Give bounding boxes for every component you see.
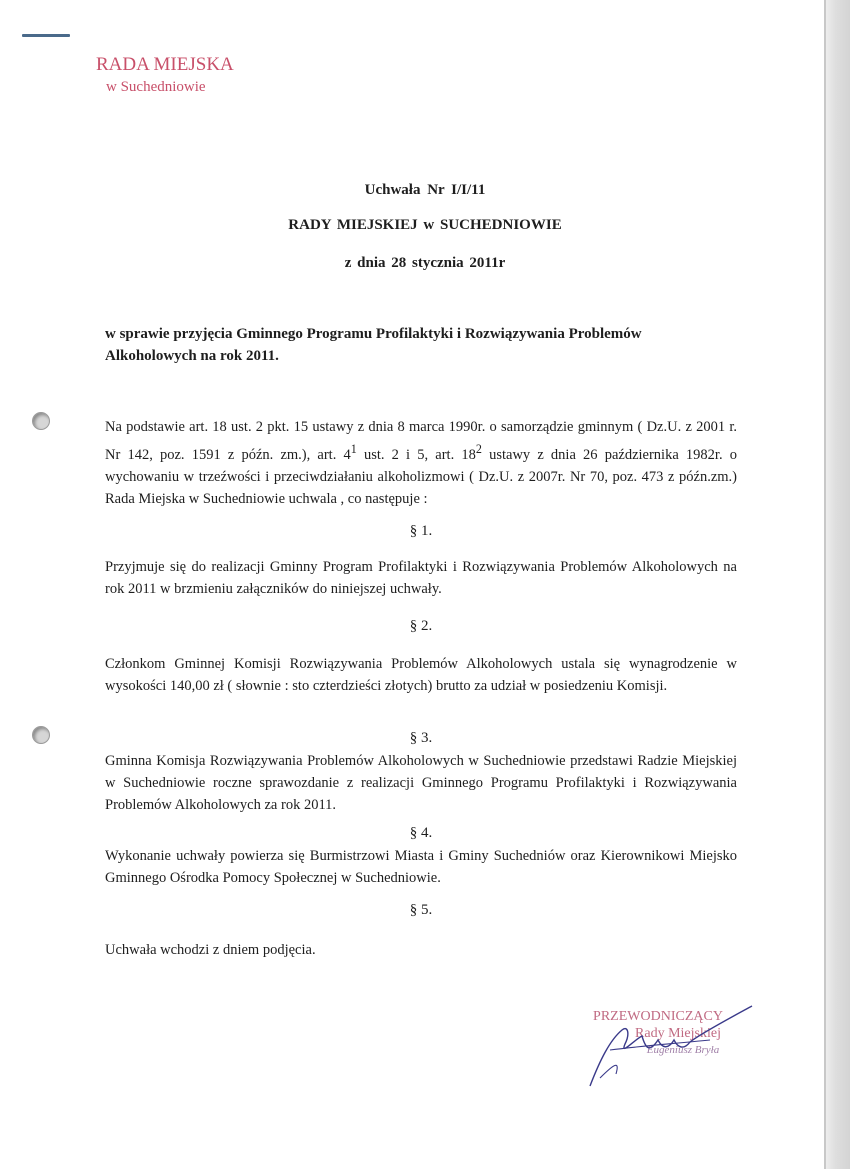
section-mark: § 5. <box>409 902 433 918</box>
section-mark: § 2. <box>409 618 433 634</box>
legal-basis-sup1: 1 <box>350 442 357 456</box>
section-text: Uchwała wchodzi z dniem podjęcia. <box>105 942 316 958</box>
council-name: RADY MIEJSKIEJ w SUCHEDNIOWIE <box>288 217 562 233</box>
legal-basis-sup2: 2 <box>475 442 482 456</box>
section-mark: § 3. <box>409 730 433 746</box>
scan-edge <box>826 0 850 1169</box>
section-text: Przyjmuje się do realizacji Gminny Program Profilaktyki i Rozwiązywania Problemów Alkoholowych na rok 2011 w brzmieniu załączników do niniejszej uchwały. <box>105 559 737 597</box>
legal-basis <box>105 416 737 510</box>
chairman-stamp-title: PRZEWODNICZĄCY <box>593 1009 723 1024</box>
section-text: Gminna Komisja Rozwiązywania Problemów Alkoholowych w Suchedniowie przedstawi Radzie Miejskiej w Suchedniowie roczne sprawozdanie z realizacji Gminnego Programu Profilaktyki i Rozwiązywania Problemów Alkoholowych za rok 2011. <box>105 753 737 813</box>
resolution-number: Uchwała Nr I/I/11 <box>364 182 486 198</box>
section-mark: § 1. <box>409 523 433 539</box>
punch-hole-icon <box>32 412 50 430</box>
legal-basis-part1: Na podstawie art. 18 ust. 2 pkt. 15 ustawy z dnia 8 marca 1990r. o samorządzie gminnym ( Dz.U. z 2001 r. Nr 142, poz. 1591 z późn. zm.), art. 4 <box>105 419 737 463</box>
council-stamp <box>96 54 234 98</box>
resolution-subject: w sprawie przyjęcia Gminnego Programu Profilaktyki i Rozwiązywania Problemów Alkoholowych na rok 2011. <box>105 326 642 364</box>
section-text: Członkom Gminnej Komisji Rozwiązywania Problemów Alkoholowych ustala się wynagrodzenie w wysokości 140,00 zł ( słownie : sto czterdzieści złotych) brutto za udział w posiedzeniu Komisji. <box>105 656 737 694</box>
legal-basis-part3: ustawy z dnia 26 października 1982r. o wychowaniu w trzeźwości i przeciwdziałaniu alkoholizmowi ( Dz.U. z 2007r. Nr 70, poz. 473 z późn.zm.) Rada Miejska w Suchedniowie uchwala , co następuje : <box>105 446 737 507</box>
council-stamp-line2: w Suchedniowie <box>106 79 206 95</box>
chairman-stamp-name: Eugeniusz Bryła <box>646 1044 720 1056</box>
section-mark: § 4. <box>409 825 433 841</box>
legal-basis-part2: ust. 2 i 5, art. 18 <box>356 446 476 463</box>
handwritten-signature <box>570 1000 760 1090</box>
resolution-date: z dnia 28 stycznia 2011r <box>344 255 506 271</box>
section-text: Wykonanie uchwały powierza się Burmistrzowi Miasta i Gminy Suchedniów oraz Kierownikowi Miejsko Gminnego Ośrodka Pomocy Społecznej w Suchedniowie. <box>105 848 737 886</box>
pen-mark <box>22 34 70 37</box>
chairman-stamp-council: Rady Miejskiej <box>635 1026 721 1041</box>
council-stamp-line1: RADA MIEJSKA <box>96 54 234 75</box>
